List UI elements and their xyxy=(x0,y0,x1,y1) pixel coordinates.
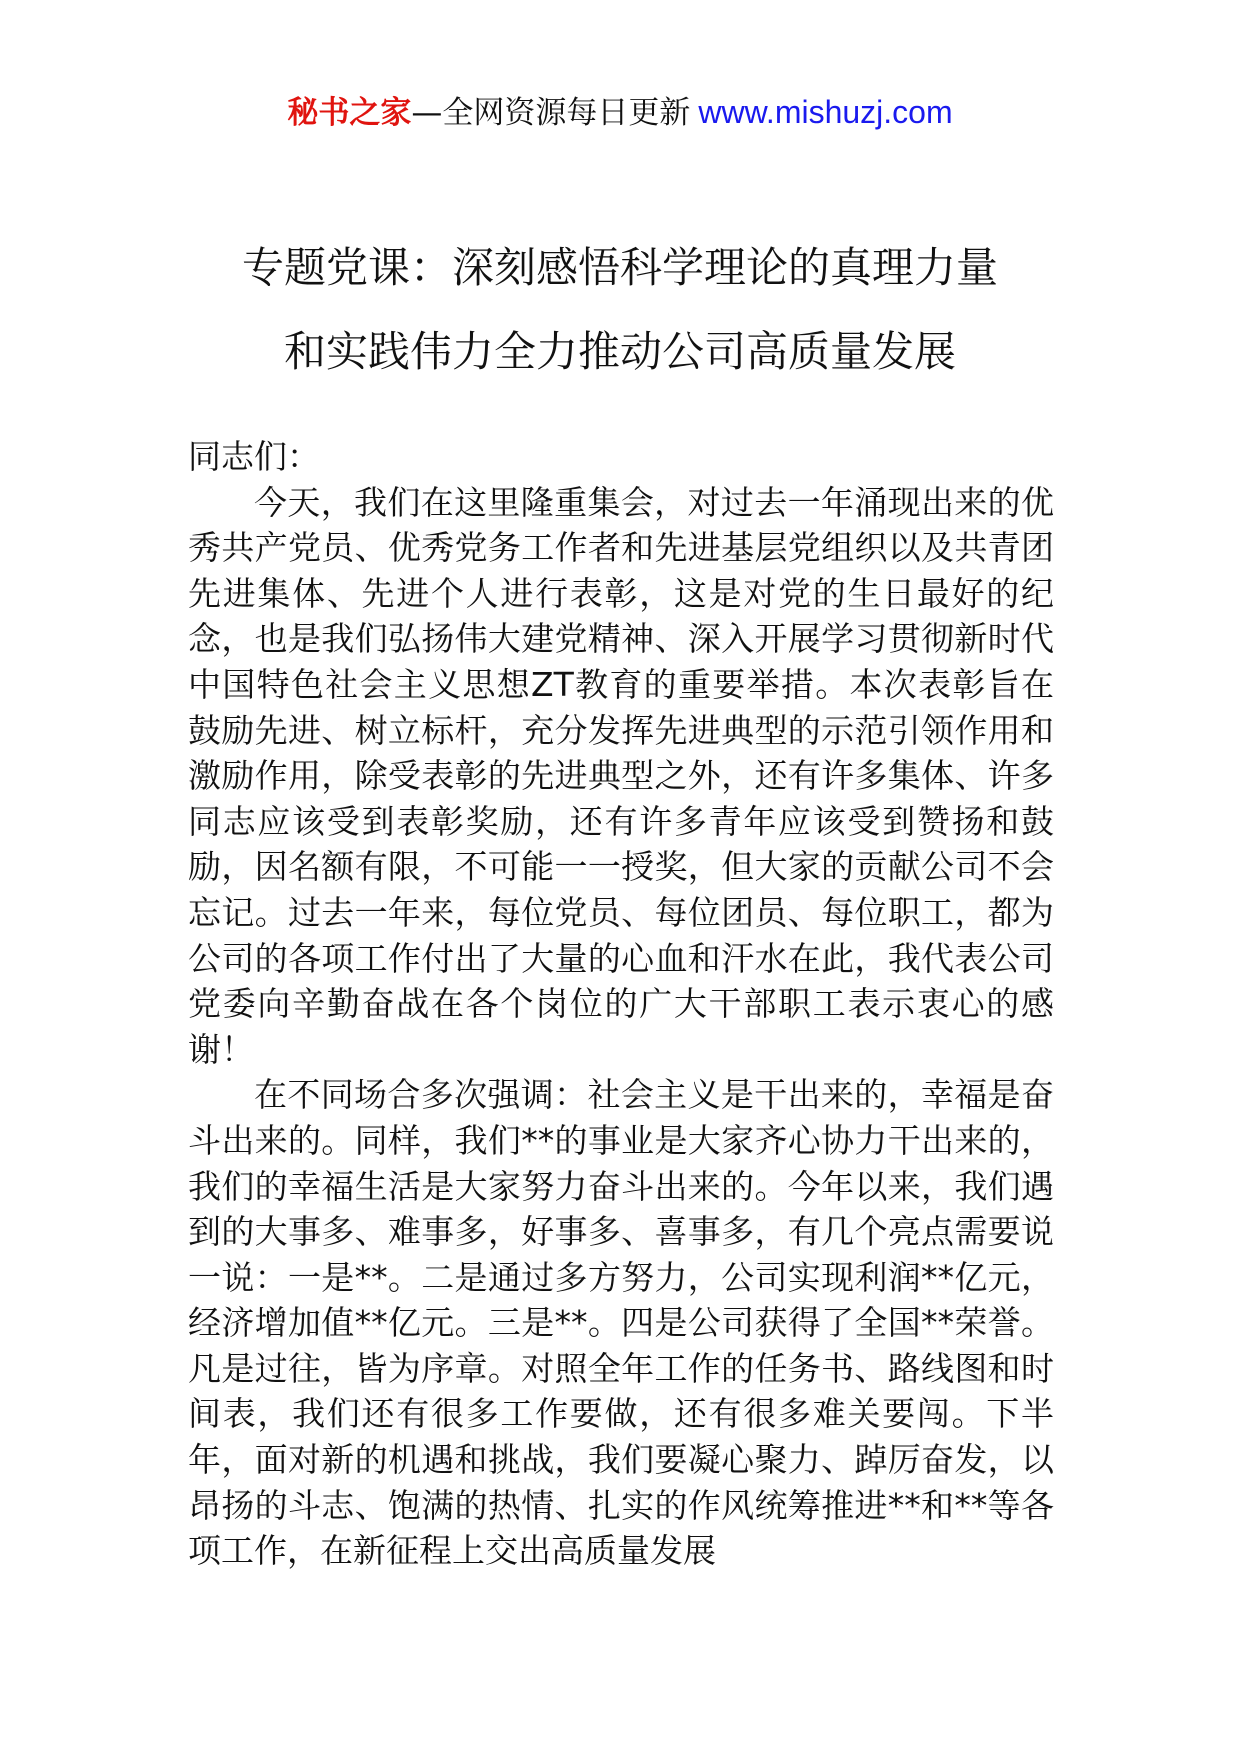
title-line-2: 和实践伟力全力推动公司高质量发展 xyxy=(283,327,956,376)
document-body xyxy=(188,434,1054,1574)
site-url-link[interactable]: www.mishuzj.com xyxy=(698,94,953,130)
title-line-1: 专题党课：深刻感悟科学理论的真理力量 xyxy=(241,243,998,292)
brand-name: 秘书之家 xyxy=(287,95,412,131)
paragraph-2: 在不同场合多次强调：社会主义是干出来的，幸福是奋斗出来的。同样，我们**的事业是大家齐心协力干出来的，我们的幸福生活是大家努力奋斗出来的。今年以来，我们遇到的大事多、难事多，好事多、喜事多，有几个亮点需要说一说：一是**。二是通过多方努力，公司实现利润**亿元，经济增加值**亿元。三是**。四是公司获得了全国**荣誉。凡是过往，皆为序章。对照全年工作的任务书、路线图和时间表，我们还有很多工作要做，还有很多难关要闯。下半年，面对新的机遇和挑战，我们要凝心聚力、踔厉奋发，以昂扬的斗志、饱满的热情、扎实的作风统筹推进**和**等各项工作，在新征程上交出高质量发展 xyxy=(188,1075,1055,1571)
header-slogan: —全网资源每日更新 xyxy=(411,95,691,131)
salutation: 同志们： xyxy=(188,437,320,476)
paragraph-1: 今天，我们在这里隆重集会，对过去一年涌现出来的优秀共产党员、优秀党务工作者和先进基层党组织以及共青团先进集体、先进个人进行表彰，这是对党的生日最好的纪念，也是我们弘扬伟大建党精神、深入开展学习贯彻新时代中国特色社会主义思想ZT教育的重要举措。本次表彰旨在鼓励先进、树立标杆，充分发挥先进典型的示范引领作用和激励作用，除受表彰的先进典型之外，还有许多集体、许多同志应该受到表彰奖励，还有许多青年应该受到赞扬和鼓励，因名额有限，不可能一一授奖，但大家的贡献公司不会忘记。过去一年来，每位党员、每位团员、每位职工，都为公司的各项工作付出了大量的心血和汗水在此，我代表公司党委向辛勤奋战在各个岗位的广大干部职工表示衷心的感谢！ xyxy=(188,482,1054,1069)
document-title xyxy=(0,226,1240,394)
site-header xyxy=(0,92,1240,133)
